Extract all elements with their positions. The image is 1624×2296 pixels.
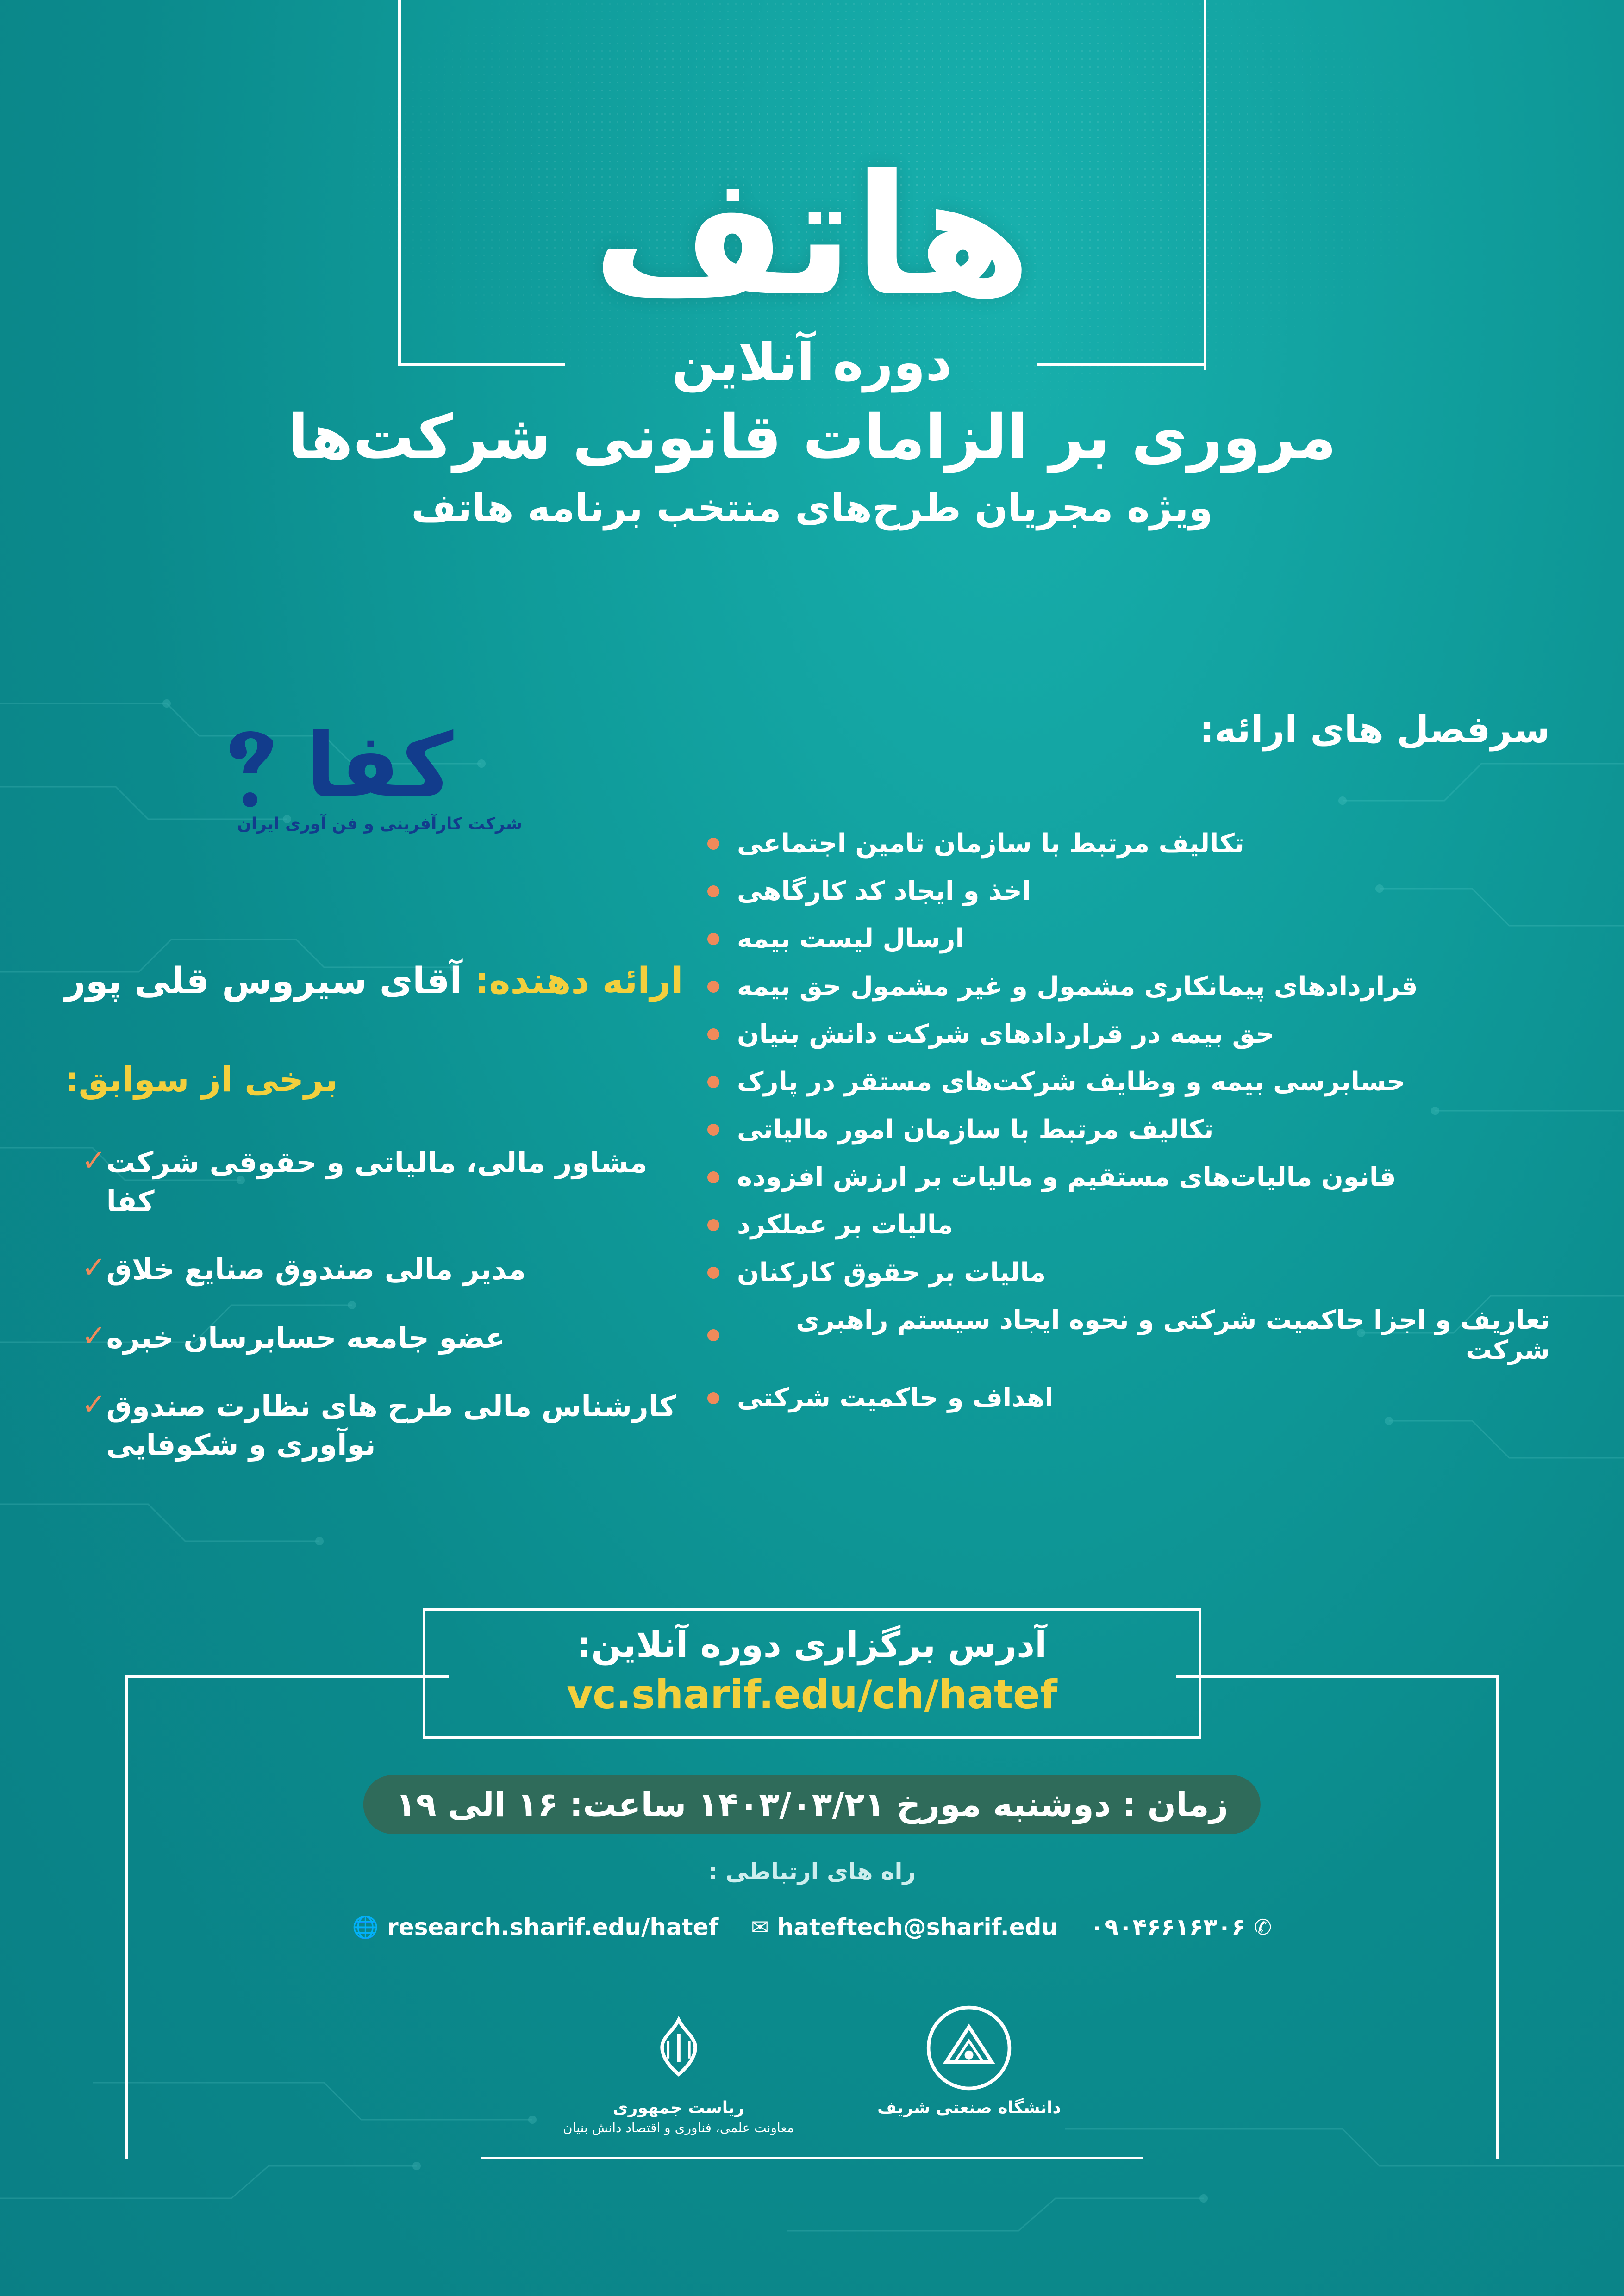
topic-text: اخذ و ایجاد کد کارگاهی (737, 876, 1031, 906)
bullet-icon (707, 1267, 719, 1279)
topic-text: مالیات بر عملکرد (737, 1210, 953, 1240)
list-item (707, 971, 1550, 1002)
frame-line-bottom-right-top (1176, 1675, 1499, 1678)
phone-text: ۰۹۰۴۶۶۱۶۳۰۶ (1090, 1914, 1246, 1941)
presenter-name: آقای سیروس قلی پور (65, 960, 462, 1002)
bullet-icon (707, 838, 719, 850)
presenter-label: ارائه دهنده: (475, 960, 683, 1002)
record-text: مشاور مالی، مالیاتی و حقوقی شرکت کفا (106, 1145, 648, 1218)
topic-text: تکالیف مرتبط با سازمان تامین اجتماعی (737, 828, 1244, 859)
poster-title-block (0, 139, 1624, 530)
list-item (707, 1210, 1550, 1240)
list-item (707, 1162, 1550, 1192)
frame-line-bottom-left-top (125, 1675, 449, 1678)
topic-text: قانون مالیات‌های مستقیم و مالیات بر ارزش افزوده (737, 1162, 1396, 1192)
bullet-icon (707, 1124, 719, 1136)
frame-line-bottom-left (125, 1675, 128, 2159)
bullet-icon (707, 1076, 719, 1088)
topic-text: تعاریف و اجزا حاکمیت شرکتی و نحوه ایجاد سیستم راهبری شرکت (796, 1305, 1550, 1365)
list-item (707, 1019, 1550, 1049)
bullet-icon (707, 885, 719, 897)
contact-heading: راه های ارتباطی : (708, 1858, 916, 1885)
phone-icon: ✆ (1254, 1915, 1272, 1940)
bullet-icon (707, 1392, 719, 1404)
topics-heading: سرفصل های ارائه: (1199, 708, 1550, 751)
list-item (707, 1067, 1550, 1097)
kafa-logo (204, 715, 556, 834)
contact-email[interactable] (751, 1914, 1058, 1941)
subtitle-main: مروری بر الزامات قانونی شرکت‌ها (287, 402, 1337, 473)
record-text: عضو جامعه حسابرسان خبره (106, 1321, 505, 1355)
topic-text: حق بیمه در قراردادهای شرکت دانش بنیان (737, 1019, 1274, 1049)
record-text: کارشناس مالی طرح های نظارت صندوق نوآوری و شکوفایی (106, 1389, 676, 1462)
bullet-icon (707, 1171, 719, 1183)
check-icon: ✓ (81, 1319, 106, 1354)
records-list (65, 1143, 731, 1494)
envelope-icon: ✉ (751, 1915, 769, 1940)
sharif-emblem-icon (925, 2004, 1013, 2092)
course-link[interactable]: vc.sharif.edu/ch/hatef (567, 1672, 1057, 1718)
topics-list (707, 828, 1550, 1431)
list-item (65, 1143, 731, 1220)
topic-text: قراردادهای پیمانکاری مشمول و غیر مشمول حق بیمه (737, 971, 1418, 1002)
bullet-icon (707, 1329, 719, 1341)
check-icon: ✓ (81, 1387, 106, 1422)
page-title: هاتف (592, 139, 1032, 333)
list-item (707, 1257, 1550, 1288)
record-text: مدیر مالی صندوق صنایع خلاق (106, 1252, 526, 1287)
contact-website[interactable] (352, 1914, 719, 1941)
email-text: hateftech@sharif.edu (777, 1914, 1058, 1941)
footer-logos (563, 2004, 1061, 2135)
vice-presidency-logo (563, 2004, 794, 2135)
presidency-caption-line1: ریاست جمهوری (612, 2098, 744, 2117)
list-item (65, 1250, 731, 1289)
contact-phone[interactable] (1090, 1914, 1272, 1941)
sharif-university-logo (877, 2004, 1061, 2117)
frame-line-bottom-right (1496, 1675, 1499, 2159)
kafa-logo-name: کفا (306, 715, 454, 817)
topic-text: حسابرسی بیمه و وظایف شرکت‌های مستقر در پارک (737, 1067, 1406, 1097)
schedule-badge: زمان : دوشنبه مورخ ۱۴۰۳/۰۳/۲۱ ساعت: ۱۶ الی ۱۹ (363, 1775, 1261, 1834)
records-heading: برخی از سوابق: (65, 1060, 338, 1100)
check-icon: ✓ (81, 1144, 106, 1178)
contact-row (352, 1914, 1272, 1941)
list-item (65, 1387, 731, 1464)
bullet-icon (707, 933, 719, 945)
bullet-icon (707, 981, 719, 993)
iran-emblem-icon (635, 2004, 723, 2092)
address-label: آدرس برگزاری دوره آنلاین: (577, 1624, 1047, 1665)
list-item (707, 828, 1550, 859)
list-item (65, 1319, 731, 1357)
sharif-logo-caption: دانشگاه صنعتی شریف (877, 2098, 1061, 2117)
list-item (707, 1383, 1550, 1413)
topic-text: ارسال لیست بیمه (737, 924, 964, 954)
topic-text: اهداف و حاکمیت شرکتی (737, 1383, 1054, 1413)
website-text: research.sharif.edu/hatef (387, 1914, 719, 1941)
list-item (707, 924, 1550, 954)
subtitle-online-course: دوره آنلاین (672, 332, 952, 392)
question-mark-icon (222, 726, 278, 809)
list-item (707, 876, 1550, 906)
subtitle-audience: ویژه مجریان طرح‌های منتخب برنامه هاتف (411, 485, 1213, 530)
address-box (423, 1608, 1201, 1739)
topic-text: تکالیف مرتبط با سازمان امور مالیاتی (737, 1114, 1214, 1145)
globe-icon: 🌐 (352, 1915, 379, 1940)
topic-text: مالیات بر حقوق کارکنان (737, 1257, 1046, 1288)
frame-line-bottom-bar (481, 2157, 1143, 2159)
bullet-icon (707, 1219, 719, 1231)
list-item (707, 1305, 1550, 1365)
presidency-caption-line2: معاونت علمی، فناوری و اقتصاد دانش بنیان (563, 2120, 794, 2135)
kafa-logo-tagline: شرکت کارآفرینی و فن آوری ایران (237, 815, 522, 834)
list-item (707, 1114, 1550, 1145)
check-icon: ✓ (81, 1251, 106, 1285)
bullet-icon (707, 1028, 719, 1040)
